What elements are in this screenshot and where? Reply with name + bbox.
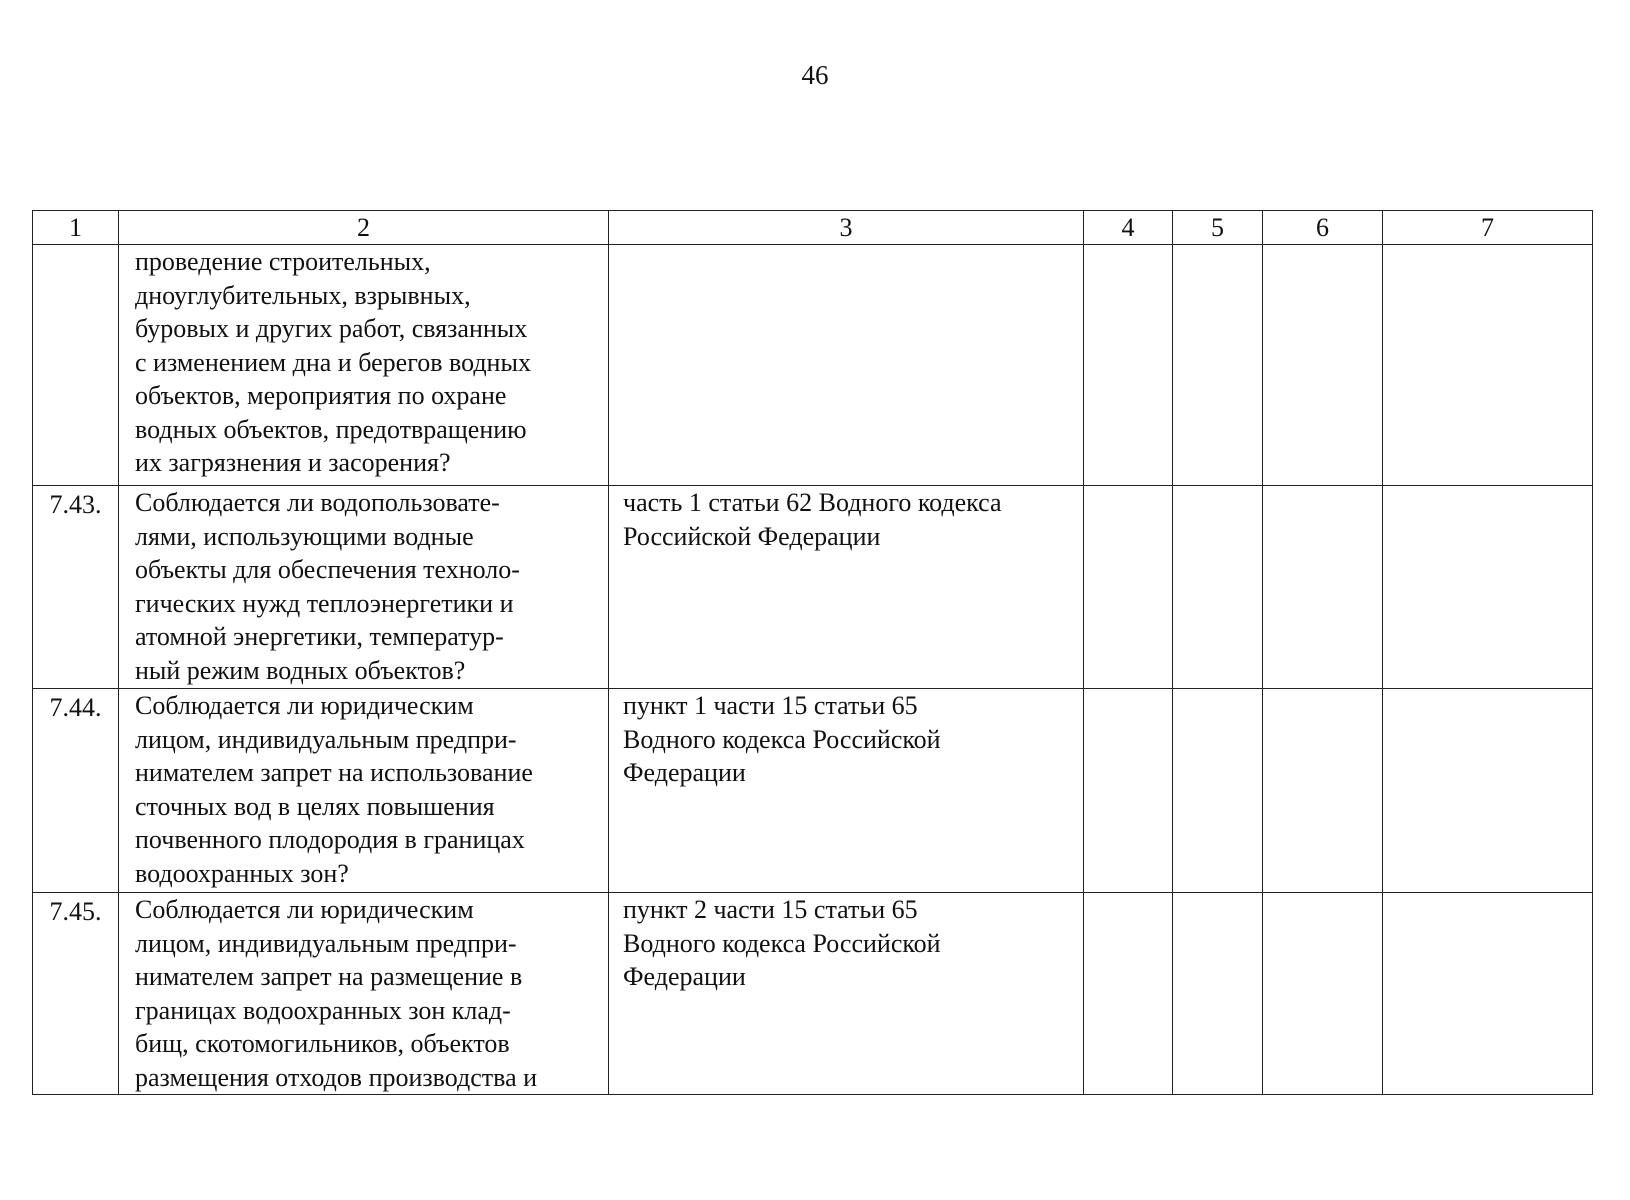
item-number [33, 245, 119, 486]
reference-line: Водного кодекса Российской [623, 928, 941, 958]
question-line: Соблюдается ли юридическим [135, 895, 474, 924]
reference-line: Российской Федерации [623, 521, 881, 551]
legal-reference [609, 245, 1084, 486]
table-row [33, 486, 1593, 689]
answer-cell-6 [1263, 486, 1383, 689]
answer-cell-7 [1383, 689, 1593, 893]
question-line: проведение строительных, [135, 247, 431, 276]
legal-reference [609, 893, 1084, 1095]
answer-cell-4 [1084, 893, 1173, 1095]
question-line: бищ, скотомогильников, объектов [135, 1029, 510, 1058]
question-line: лицом, индивидуальным предпри- [135, 724, 517, 754]
column-header-2: 2 [119, 211, 609, 245]
question-line: водных объектов, предотвращению [135, 414, 527, 444]
question-line: с изменением дна и берегов водных [135, 347, 531, 377]
answer-cell-5 [1173, 689, 1263, 893]
legal-reference [609, 689, 1084, 893]
question-line: нимателем запрет на использование [135, 758, 533, 787]
answer-cell-4 [1084, 245, 1173, 486]
answer-cell-6 [1263, 245, 1383, 486]
table-header-row [33, 211, 1593, 245]
question-line: водоохранных зон? [135, 858, 349, 888]
question-line: ный режим водных объектов? [135, 655, 466, 685]
question-line: Соблюдается ли водопользовате- [135, 488, 500, 517]
question-line: почвенного плодородия в границах [135, 825, 525, 854]
question-text [119, 893, 609, 1095]
question-line: атомной энергетики, температур- [135, 622, 504, 651]
answer-cell-4 [1084, 486, 1173, 689]
reference-line: часть 1 статьи 62 Водного кодекса [623, 488, 1002, 517]
item-number: 7.45. [33, 893, 119, 1095]
item-number: 7.43. [33, 486, 119, 689]
table-row [33, 893, 1593, 1095]
question-text [119, 486, 609, 689]
question-line: гических нужд теплоэнергетики и [135, 588, 514, 618]
column-header-1: 1 [33, 211, 119, 245]
column-header-4: 4 [1084, 211, 1173, 245]
question-line: сточных вод в целях повышения [135, 791, 495, 821]
item-number: 7.44. [33, 689, 119, 893]
column-header-6: 6 [1263, 211, 1383, 245]
answer-cell-7 [1383, 486, 1593, 689]
question-line: дноуглубительных, взрывных, [135, 280, 471, 310]
page-number: 46 [801, 60, 829, 90]
answer-cell-5 [1173, 893, 1263, 1095]
question-line: объекты для обеспечения техноло- [135, 555, 520, 584]
column-header-5: 5 [1173, 211, 1263, 245]
reference-line: пункт 1 части 15 статьи 65 [623, 691, 918, 720]
legal-reference [609, 486, 1084, 689]
answer-cell-6 [1263, 893, 1383, 1095]
table-row [33, 245, 1593, 486]
question-line: лицом, индивидуальным предпри- [135, 928, 517, 958]
question-line: границах водоохранных зон клад- [135, 995, 511, 1025]
question-line: буровых и других работ, связанных [135, 314, 528, 343]
answer-cell-6 [1263, 689, 1383, 893]
question-line: нимателем запрет на размещение в [135, 962, 523, 991]
answer-cell-5 [1173, 245, 1263, 486]
reference-line: Федерации [623, 758, 746, 787]
question-text [119, 689, 609, 893]
answer-cell-4 [1084, 689, 1173, 893]
column-header-3: 3 [609, 211, 1084, 245]
column-header-7: 7 [1383, 211, 1593, 245]
question-line: Соблюдается ли юридическим [135, 691, 474, 720]
reference-line: Федерации [623, 962, 746, 991]
question-line: объектов, мероприятия по охране [135, 381, 507, 410]
question-line: их загрязнения и засорения? [135, 448, 451, 477]
checklist-table [32, 210, 1593, 1095]
answer-cell-5 [1173, 486, 1263, 689]
answer-cell-7 [1383, 893, 1593, 1095]
table-row [33, 689, 1593, 893]
question-line: размещения отходов производства и [135, 1062, 538, 1092]
reference-line: пункт 2 части 15 статьи 65 [623, 895, 918, 924]
question-line: лями, использующими водные [135, 521, 474, 551]
question-text [119, 245, 609, 486]
reference-line: Водного кодекса Российской [623, 724, 941, 754]
answer-cell-7 [1383, 245, 1593, 486]
